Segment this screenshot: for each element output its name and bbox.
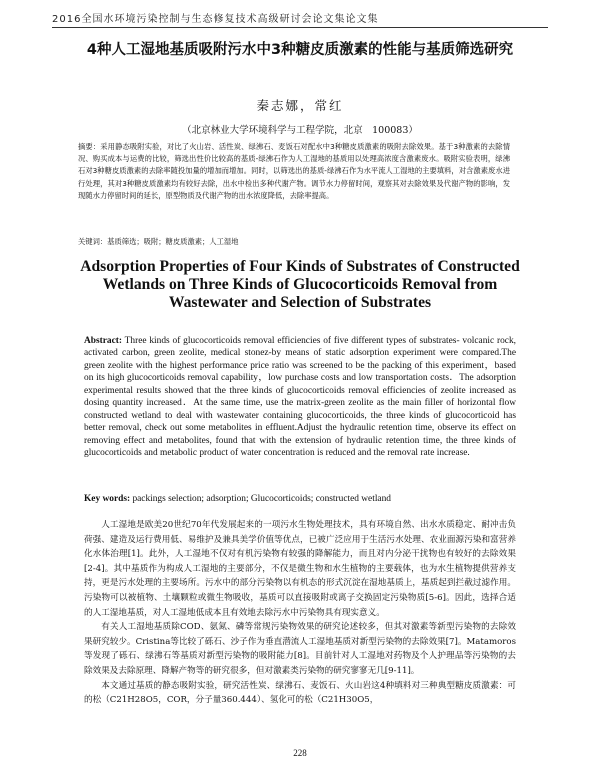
page-number: 228 — [293, 748, 307, 758]
chinese-title: 4种人工湿地基质吸附污水中3种糖皮质激素的性能与基质筛选研究 — [86, 42, 514, 58]
abstract-text: Three kinds of glucocorticoids removal efficiencies of five different types of substrates- volcanic rock, activated carbon, green zeolite, medical stonez-by means of static adsorption experiment were compared.The green zeolite with the highest performance price ratio was screened to be the packing of this experiment，based on its high glucocorticoids removal capability，low purchase costs and low transportation costs．The adsorption experimental results showed that the three kinds of glucocorticoids removal efficiencies of zeolite increased as dosing quantity increased．At the same time, use the matrix-green zeolite as the main filler of horizontal flow constructed wetland to deal with wastewater containing glucocorticoids, the three kinds of glucocorticoid has better removal, check out some metabolites in effluent.Adjust the hydraulic retention time, observe its effect on removing effect and metabolites, found that with the extension of hydraulic retention time, the three kinds of glucocorticoids and metabolic product of water concentration is reduced and the removal rate increase. — [84, 336, 516, 459]
body-paragraph: 本文通过基质的静态吸附实验，研究活性炭、绿沸石、麦饭石、火山岩这4种填料对三种典型糖皮质激素：可的松（C21H28O5，COR，分子量360.444）、氢化可的松（C21H30O5， — [84, 680, 516, 706]
english-keywords — [84, 494, 516, 504]
chinese-authors: 秦志娜，常红 — [256, 98, 344, 113]
body-text — [84, 518, 516, 708]
body-paragraph: 有关人工湿地基质除COD、氨氮、磷等常规污染物效果的研究论述较多，但其对激素等新型污染物的去除效果研究较少。Cristina等比较了砾石、沙子作为垂直潜流人工湿地基质对新型污染物的去除效果[7]。Matamoros等发现了砾石、绿沸石等基质对新型污染物的吸附能力[8]。目前针对人工湿地对药物及个人护理品等污染物的去除效果及去除原理、降解产物等的研究很多，但对激素类污染物的研究寥寥无几[9-11]。 — [84, 622, 516, 676]
header-divider — [52, 27, 548, 28]
body-paragraph: 人工湿地是欧美20世纪70年代发展起来的一项污水生物处理技术，具有环境自然、出水水质稳定、耐冲击负荷强、建造及运行费用低、易维护及兼具美学价值等优点，已被广泛应用于生活污水处理、农业面源污染和富营养化水体治理[1]。此外，人工湿地不仅对有机污染物有较强的降解能力，而且对内分泌干扰物也有较好的去除效果[2-4]。其中基质作为构成人工湿地的主要部分，不仅是微生物和水生植物的主要载体，也为水生植物提供营养支持，更是污水处理的主要场所。污水中的部分污染物以有机态的形式沉淀在湿地基质上，基质起到拦截过滤作用。污染物可以被植物、土壤颗粒或微生物吸收，基质可以直接吸附或离子交换固定污染物质[5-6]。因此，选择合适的人工湿地基质，对人工湿地低成本且有效地去除污水中污染物具有现实意义。 — [84, 520, 516, 618]
keywords-label: Key words: — [84, 494, 131, 504]
keywords-text: packings selection; adsorption; Glucocorticoids; constructed wetland — [130, 494, 391, 504]
chinese-abstract: 摘要：采用静态吸附实验，对比了火山岩、活性炭、绿沸石、麦饭石对配水中3种糖皮质激素的吸附去除效果。基于3种激素的去除情况、购买成本与运费的比较，筛选出性价比较高的基质-绿沸石作为人工湿地的基质用以处理高浓度含激素废水。吸附实验表明，绿沸石对3种糖皮质激素的去除率随投加量的增加而增加。同时，以筛选出的基质-绿沸石作为水平流人工湿地的主要填料，对含激素废水进行处理，其对3种糖皮质激素均有较好去除，出水中检出多种代谢产物。调节水力停留时间，观察其对去除效果及代谢产物的影响，发现随水力停留时间的延长，原型物质及代谢产物的出水浓度降低，去除率提高。 — [78, 142, 510, 200]
running-head: 2016全国水环境污染控制与生态修复技术高级研讨会论文集论文集 — [52, 14, 379, 25]
chinese-keywords: 关键词：基质筛选；吸附；糖皮质激素；人工湿地 — [78, 237, 239, 246]
abstract-label: Abstract: — [84, 336, 123, 346]
english-title: Adsorption Properties of Four Kinds of Substrates of Constructed Wetlands on Three Kinds of Glucocorticoids Removal from Wastewater and Selection of Substrates — [80, 258, 520, 312]
chinese-affiliation: （北京林业大学环境科学与工程学院，北京 100083） — [182, 125, 418, 136]
english-abstract — [84, 335, 516, 460]
